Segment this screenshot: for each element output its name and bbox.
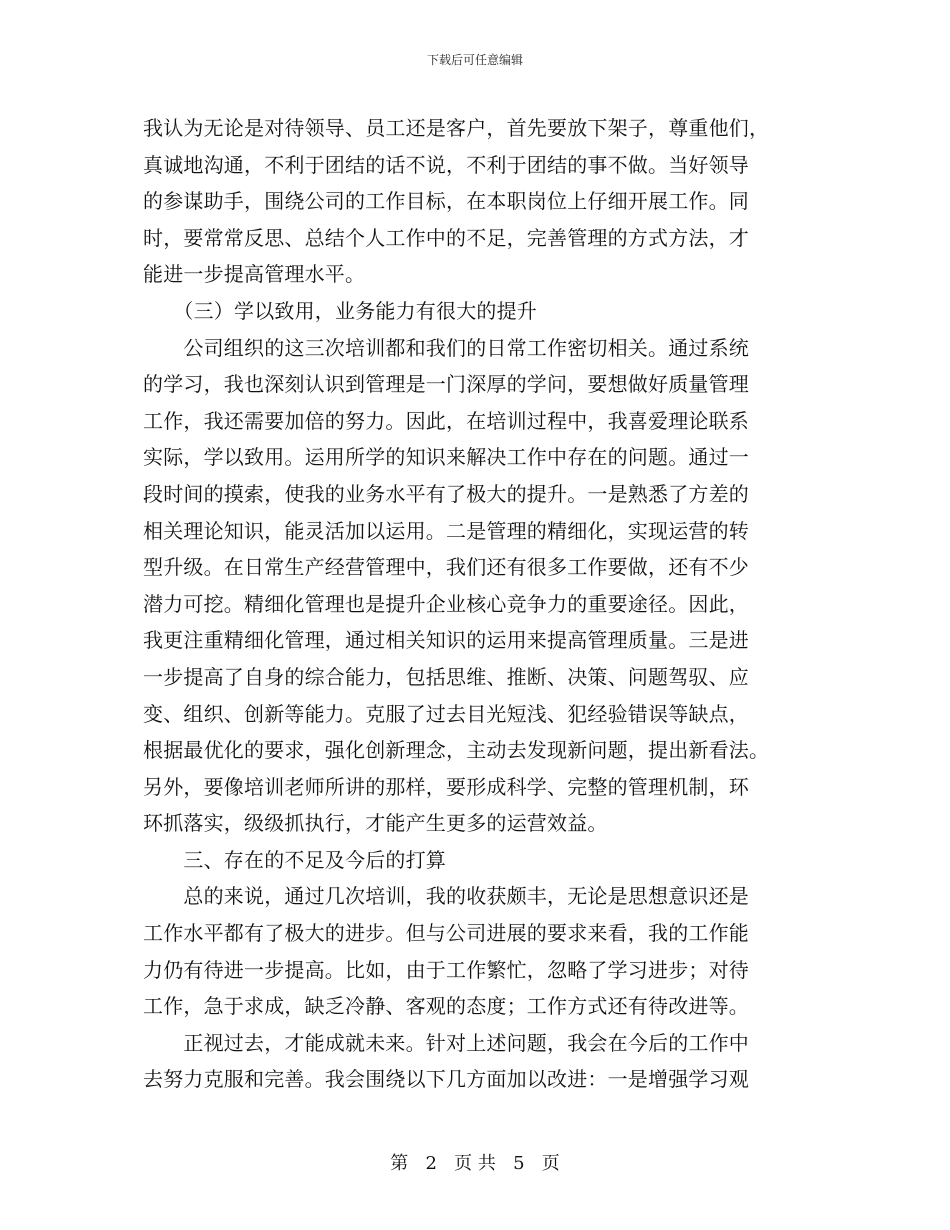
text-line: 能进一步提高管理水平。 [143, 262, 366, 287]
text-line: 的参谋助手，围绕公司的工作目标，在本职岗位上仔细开展工作。同 [143, 189, 749, 214]
text-line: 公司组织的这三次培训都和我们的日常工作密切相关。通过系统 [143, 335, 749, 360]
page-label-suffix: 页 [541, 1153, 560, 1174]
text-line: 时，要常常反思、总结个人工作中的不足，完善管理的方式方法，才 [143, 225, 749, 250]
text-line: 真诚地沟通，不利于团结的话不说，不利于团结的事不做。当好领导 [143, 152, 749, 177]
text-line: 实际，学以致用。运用所学的知识来解决工作中存在的问题。通过一 [143, 445, 749, 470]
text-line: 另外，要像培训老师所讲的那样，要形成科学、完整的管理机制，环 [143, 774, 749, 799]
text-line: 根据最优化的要求，强化创新理念，主动去发现新问题，提出新看法。 [143, 738, 770, 763]
text-line: 工作，急于求成，缺乏冷静、客观的态度；工作方式还有待改进等。 [143, 994, 749, 1019]
page-total-number: 5 [513, 1153, 525, 1174]
text-line: 潜力可挖。精细化管理也是提升企业核心竞争力的重要途径。因此， [143, 591, 749, 616]
page-footer [0, 1152, 950, 1176]
page-label-prefix: 第 [390, 1153, 409, 1174]
header-note: 下载后可任意编辑 [426, 53, 523, 67]
section-heading: 三、存在的不足及今后的打算 [143, 847, 446, 872]
page-current-number: 2 [425, 1153, 437, 1174]
page-label-mid: 页 共 [454, 1153, 496, 1174]
text-line: 相关理论知识，能灵活加以运用。二是管理的精细化，实现运营的转 [143, 518, 749, 543]
text-line: 力仍有待进一步提高。比如，由于工作繁忙，忽略了学习进步；对待 [143, 957, 749, 982]
text-line: 去努力克服和完善。我会围绕以下几方面加以改进：一是增强学习观 [143, 1067, 749, 1092]
text-line: 型升级。在日常生产经营管理中，我们还有很多工作要做，还有不少 [143, 555, 749, 580]
text-line: 总的来说，通过几次培训，我的收获颇丰，无论是思想意识还是 [143, 884, 749, 909]
text-line: 环抓落实，级级抓执行，才能产生更多的运营效益。 [143, 811, 608, 836]
text-line: 的学习，我也深刻认识到管理是一门深厚的学问，要想做好质量管理 [143, 372, 749, 397]
text-line: 变、组织、创新等能力。克服了过去目光短浅、犯经验错误等缺点， [143, 701, 749, 726]
text-line: 我更注重精细化管理，通过相关知识的运用来提高管理质量。三是进 [143, 628, 749, 653]
text-line: 我认为无论是对待领导、员工还是客户，首先要放下架子，尊重他们， [143, 116, 770, 140]
text-line: 正视过去，才能成就未来。针对上述问题，我会在今后的工作中 [143, 1030, 749, 1055]
section-heading: （三）学以致用，业务能力有很大的提升 [143, 298, 537, 323]
text-line: 段时间的摸索，使我的业务水平有了极大的提升。一是熟悉了方差的 [143, 481, 749, 506]
page-header [0, 52, 950, 68]
text-line: 工作，我还需要加倍的努力。因此，在培训过程中，我喜爱理论联系 [143, 408, 749, 433]
document-body [143, 110, 808, 1098]
text-line: 一步提高了自身的综合能力，包括思维、推断、决策、问题驾驭、应 [143, 664, 749, 689]
text-line: 工作水平都有了极大的进步。但与公司进展的要求来看，我的工作能 [143, 921, 749, 946]
